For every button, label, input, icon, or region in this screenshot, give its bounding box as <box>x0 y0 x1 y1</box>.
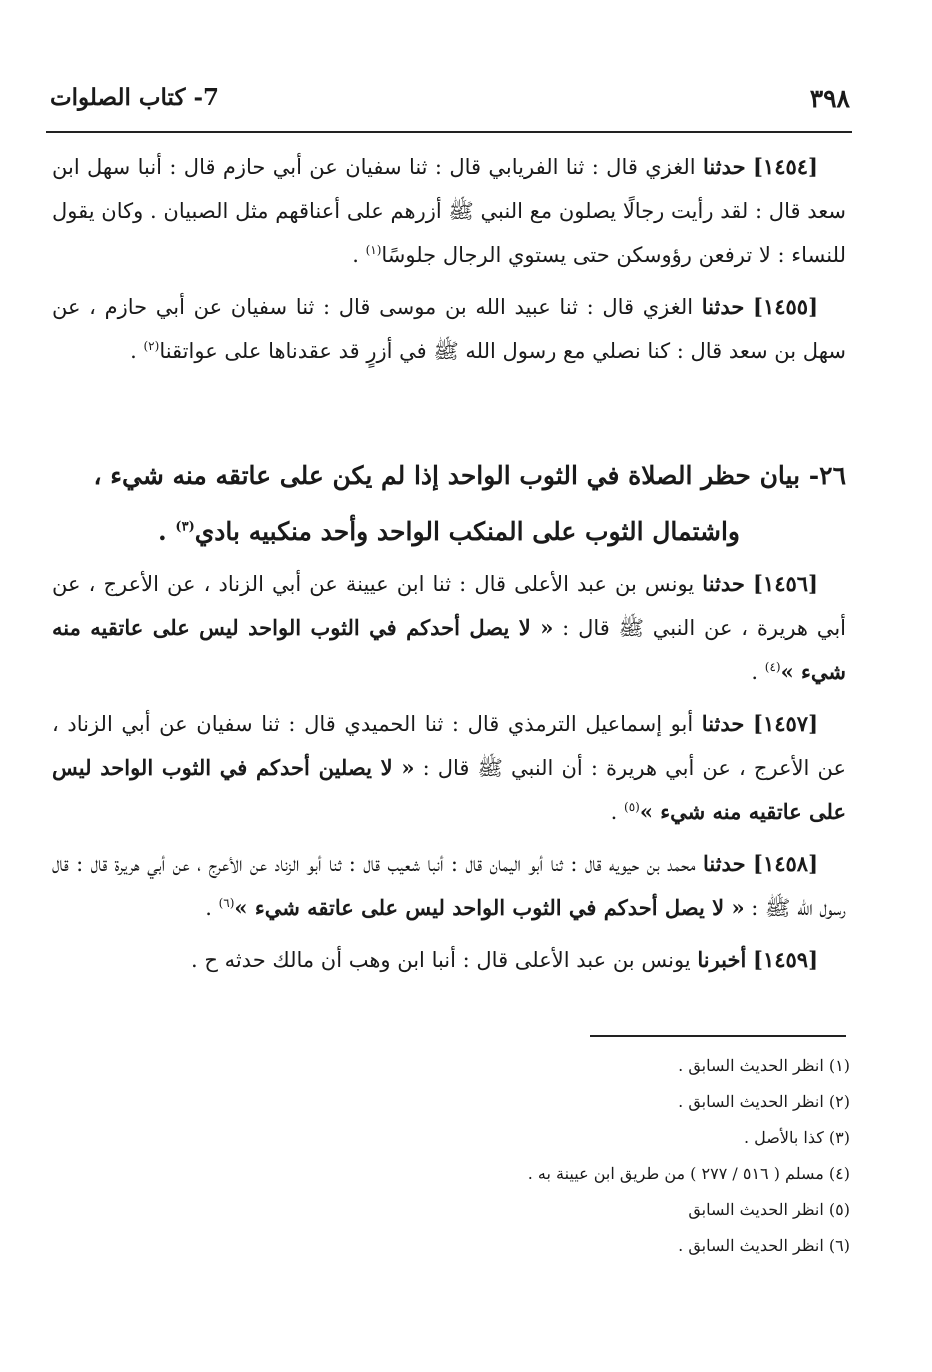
footnote-ref: (١) <box>365 243 382 257</box>
hadith-1454 <box>52 145 846 277</box>
hadith-number: [١٤٥٧] <box>753 711 818 736</box>
page-number: ٣٩٨ <box>809 84 850 113</box>
hadith-number: [١٤٥٦] <box>752 571 818 596</box>
footnote-4: (٤) مسلم ( ٥١٦ / ٢٧٧ ) من طريق ابن عيينة به . <box>527 1164 850 1183</box>
footnote-6: (٦) انظر الحديث السابق . <box>678 1236 850 1255</box>
hadith-quote: « لا يصل أحدكم في الثوب الواحد ليس على عاتقيه منه شيء » <box>52 615 846 684</box>
hadith-1455 <box>52 285 846 373</box>
hadith-1458 <box>52 842 846 930</box>
footnote-ref: (٤) <box>764 660 781 674</box>
hadith-text: محمد بن حيويه قال : ثنا أبو اليمان قال : أنبا شعيب قال : ثنا أبو الزناد عن الأعرج ، عن أبي هريرة قال : قال رسول الله ﷺ : <box>52 852 846 920</box>
hadith-text: الغزي قال : ثنا عبيد الله بن موسى قال : ثنا سفيان عن أبي حازم ، عن سهل بن سعد قال : كنا نصلي مع رسول الله ﷺ في أزرٍ قد عقدناها على عواتقنا <box>52 295 846 363</box>
hadith-1459 <box>52 938 846 982</box>
hadith-quote: « لا يصلين أحدكم في الثوب الواحد ليس على عاتقيه منه شيء » <box>52 755 846 824</box>
hadith-text: أبو إسماعيل الترمذي قال : ثنا الحميدي قال : ثنا سفيان عن أبي الزناد ، عن الأعرج ، عن أبي هريرة : أن النبي ﷺ قال : <box>52 712 846 780</box>
hadith-block-bottom <box>52 562 846 990</box>
hadith-number: [١٤٥٥] <box>753 294 818 319</box>
hadith-end: . <box>352 243 366 267</box>
hadith-number: [١٤٥٤] <box>752 154 818 179</box>
footnote-ref: (٢) <box>143 339 160 353</box>
footnote-ref: (٣) <box>175 519 195 535</box>
page-header <box>50 84 850 120</box>
hadith-end: . <box>205 896 219 920</box>
hadith-lead: حدثنا <box>702 851 746 876</box>
footnotes <box>420 1048 850 1264</box>
footnote-3: (٣) كذا بالأصل . <box>743 1128 850 1147</box>
hadith-quote: « لا يصل أحدكم في الثوب الواحد ليس على عاتقه شيء » <box>234 895 745 920</box>
hadith-1456 <box>52 562 846 694</box>
chapter-line-2: واشتمال الثوب على المنكب الواحد وأحد منكبيه بادي <box>194 517 740 546</box>
hadith-block-top <box>52 145 846 381</box>
hadith-end: . <box>610 800 624 824</box>
footnote-rule <box>590 1035 846 1037</box>
footnote-1: (١) انظر الحديث السابق . <box>678 1056 850 1075</box>
chapter-end: . <box>158 517 176 546</box>
footnote-2: (٢) انظر الحديث السابق . <box>678 1092 850 1111</box>
hadith-lead: حدثنا <box>703 154 746 179</box>
hadith-lead: حدثنا <box>702 571 745 596</box>
chapter-line-1: ٢٦- بيان حظر الصلاة في الثوب الواحد إذا لم يكن على عاتقه منه شيء ، <box>93 461 846 490</box>
hadith-lead: حدثنا <box>701 294 745 319</box>
footnote-5: (٥) انظر الحديث السابق <box>688 1200 850 1219</box>
hadith-number: [١٤٥٩] <box>753 947 818 972</box>
header-rule <box>46 131 852 133</box>
hadith-end: . <box>130 339 144 363</box>
hadith-text: يونس بن عبد الأعلى قال : ثنا ابن عيينة عن أبي الزناد ، عن الأعرج ، عن أبي هريرة ، عن النبي ﷺ قال : <box>52 572 846 640</box>
hadith-number: [١٤٥٨] <box>753 851 818 876</box>
chapter-line-2-wrap <box>52 504 846 560</box>
footnote-ref: (٥) <box>624 800 640 814</box>
hadith-text: الغزي قال : ثنا الفريابي قال : ثنا سفيان عن أبي حازم قال : أنبا سهل ابن سعد قال : لقد رأيت رجالًا يصلون مع النبي ﷺ أزرهم على أعناقهم مثل الصبيان . وكان يقول للنساء : لا ترفعن رؤوسكن حتى يستوي الرجال جلوسًا <box>52 155 846 267</box>
footnote-ref: (٦) <box>218 896 235 910</box>
hadith-end: . <box>751 660 765 684</box>
hadith-text: يونس بن عبد الأعلى قال : أنبا ابن وهب أن مالك حدثه ح . <box>191 948 691 972</box>
book-title: 7- كتاب الصلوات <box>50 84 220 111</box>
chapter-heading <box>52 448 846 560</box>
hadith-lead: أخبرنا <box>697 947 747 972</box>
hadith-lead: حدثنا <box>701 711 745 736</box>
hadith-1457 <box>52 702 846 834</box>
